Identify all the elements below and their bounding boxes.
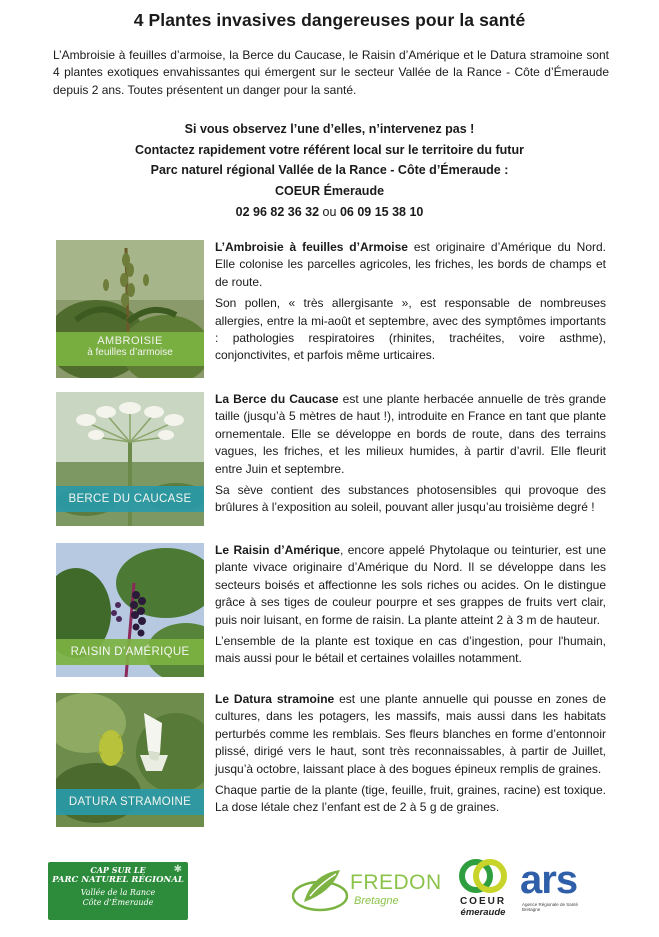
alert-block (0, 119, 659, 223)
alert-line-2: Contactez rapidement votre référent local sur le territoire du futur (135, 142, 524, 157)
raisin-paragraph-1 (215, 542, 606, 629)
phone-separator: ou (322, 204, 337, 219)
alert-contact-name: COEUR Émeraude (274, 184, 385, 199)
ambroisie-photo (56, 240, 204, 378)
coeur-subname: émeraude (460, 907, 506, 918)
berce-name: La Berce du Caucase (215, 392, 339, 406)
datura-paragraph-1 (215, 691, 606, 778)
alert-phones (0, 202, 659, 223)
datura-photo (56, 693, 204, 827)
phone-1: 02 96 82 36 32 (235, 204, 320, 219)
ars-logo (520, 858, 600, 918)
coeur-emeraude-logo (452, 858, 514, 920)
phone-2: 06 09 15 38 10 (339, 204, 424, 219)
ars-name: ars (520, 858, 578, 902)
ambroisie-paragraph-1 (215, 239, 606, 291)
ambroisie-description (215, 239, 606, 369)
datura-name: Le Datura stramoine (215, 692, 335, 706)
parc-logo-line-4: Côte d’Émeraude (82, 898, 154, 907)
fredon-logo (292, 862, 442, 914)
datura-text-1: est une plante annuelle qui pousse en zones de cultures, dans les potagers, les massifs, mais aussi dans les habitats perturbés comme les remblais. Ses fleurs blanches en forme d’entonnoir plissé, dirigé vers le haut, sont très reconnaissables, à partir de Juillet, jusqu’à octobre, laissant place à des bogues épineux remplis de graines. (215, 692, 606, 776)
datura-label (56, 789, 204, 815)
ambroisie-label (56, 332, 204, 366)
raisin-text-1: , encore appelé Phytolaque ou teinturier, est une plante vivace originaire d’Amérique du Nord. Il se développe dans les secteurs boisés et affectionne les sols riches ou acides. On le distingue grâce à ses tiges de couleur pourpre et ses grappes de fruits vert clair, puis noir luisant, en forme de raisin. La plante atteint 2 à 3 m de hauteur. (215, 543, 606, 627)
berce-description (215, 391, 606, 521)
ambroisie-label-title: AMBROISIE (97, 335, 163, 347)
parc-star-icon: ✱ (173, 864, 182, 875)
coeur-heart-icon (452, 858, 514, 896)
berce-label-title: BERCE DU CAUCASE (68, 493, 192, 505)
raisin-paragraph-2: L’ensemble de la plante est toxique en cas d’ingestion, pour l'humain, mais aussi pour le bétail et certaines volailles notamment. (215, 634, 606, 666)
raisin-name: Le Raisin d’Amérique (215, 543, 340, 557)
datura-paragraph-2: Chaque partie de la plante (tige, feuille, fruit, graines, racine) est toxique. La dose létale chez l’enfant est de 2 à 5 g de graines. (215, 783, 606, 815)
raisin-label-title: RAISIN D’AMÉRIQUE (70, 646, 190, 658)
berce-label (56, 486, 204, 512)
raisin-description (215, 542, 606, 672)
berce-paragraph-1 (215, 391, 606, 478)
parc-logo-line-1: CAP SUR LE (90, 865, 146, 875)
fredon-region: Bretagne (354, 895, 399, 907)
raisin-label (56, 639, 204, 665)
parc-logo-line-2: PARC NATUREL RÉGIONAL (52, 875, 184, 885)
berce-paragraph-2: Sa sève contient des substances photosensibles qui provoque des brûlures à l’exposition au soleil, pouvant aller jusqu’au troisième degré ! (215, 483, 606, 515)
raisin-photo (56, 543, 204, 677)
alert-line-3: Parc naturel régional Vallée de la Rance - Côte d’Émeraude : (150, 163, 509, 178)
ambroisie-name: L’Ambroisie à feuilles d’Armoise (215, 240, 408, 254)
coeur-name: COEUR (459, 896, 507, 907)
ambroisie-text-1: est originaire d’Amérique du Nord. Elle colonise les parcelles agricoles, les friches, les bords de champs et de route. (215, 240, 607, 289)
fredon-name: FREDON (350, 871, 442, 894)
ars-subtitle: Agence Régionale de Santé Bretagne (522, 902, 579, 912)
berce-text-1: est une plante herbacée annuelle de très grande taille (jusqu’à 5 mètres de haut !), introduite en France en tant que plante ornementale. Elle se développe en bords de route, dans des terrains vagues, les friches, et les milieux humides, à partir d’avril. Elle fleurit entre Juin et septembre. (215, 392, 606, 476)
alert-line-1: Si vous observez l’une d’elles, n’intervenez pas ! (184, 122, 475, 136)
ambroisie-label-subtitle: à feuilles d’armoise (87, 347, 173, 358)
page-title: 4 Plantes invasives dangereuses pour la santé (133, 10, 526, 30)
ambroisie-paragraph-2: Son pollen, « très allergisante », est responsable de nombreuses allergies, entre la mi-août et septembre, avec des symptômes importants : pathologies respiratoires (rhinites, trachéites, voire asthme), conjonctivites, et parfois même urticaires. (215, 296, 606, 363)
parc-naturel-logo (48, 862, 188, 920)
berce-photo (56, 392, 204, 526)
intro-paragraph: L’Ambroisie à feuilles d’armoise, la Berce du Caucase, le Raisin d’Amérique et le Datura stramoine sont 4 plantes exotiques envahissantes qui émergent sur le secteur Vallée de la Rance - Côte d’Émeraude depuis 2 ans. Toutes présentent un danger pour la santé. (53, 48, 609, 97)
fredon-leaf-icon (292, 862, 348, 912)
datura-label-title: DATURA STRAMOINE (68, 796, 192, 808)
datura-description (215, 691, 606, 821)
parc-logo-line-3: Vallée de la Rance (80, 888, 156, 897)
